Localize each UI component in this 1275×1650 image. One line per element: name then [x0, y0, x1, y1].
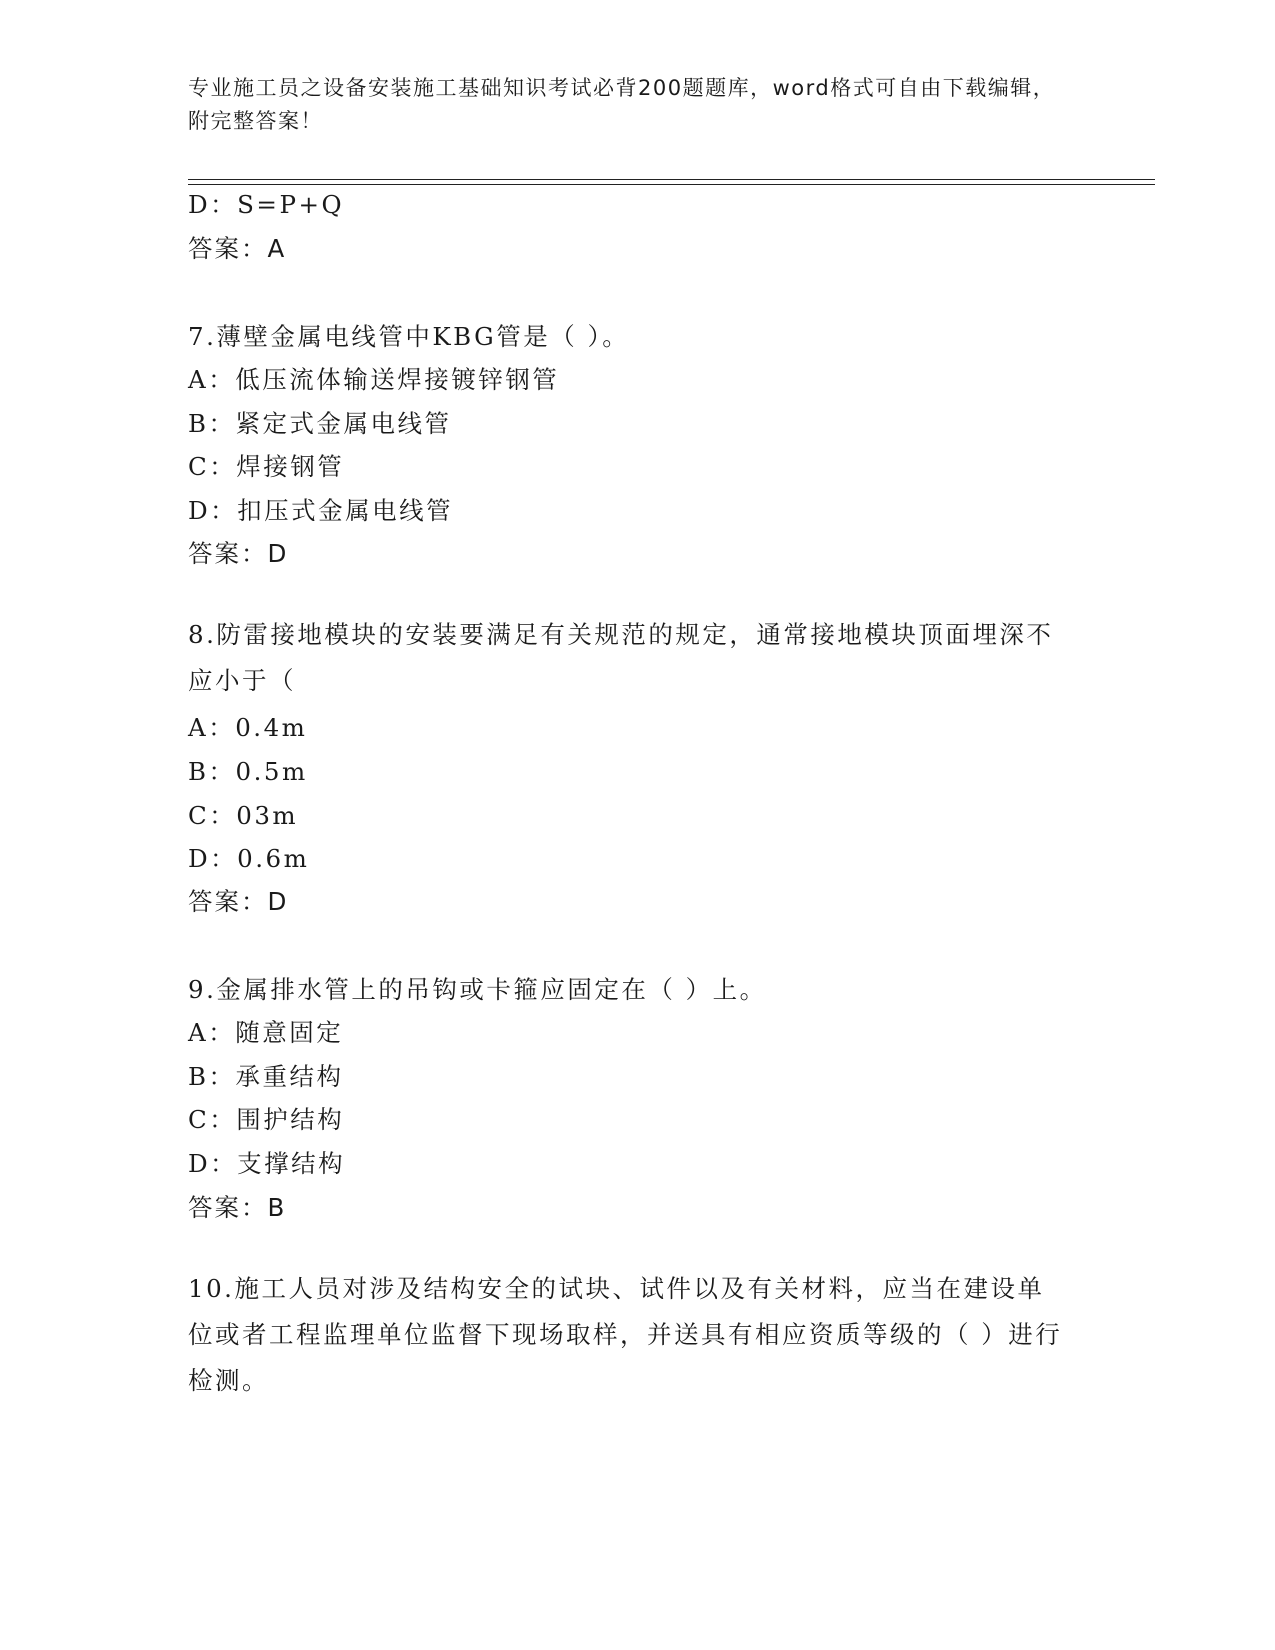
q7-answer: 答案：D: [188, 539, 289, 568]
q9-option-c: C：围护结构: [188, 1105, 345, 1134]
q8-answer: 答案：D: [188, 887, 289, 916]
q8-option-d: D：0.6m: [188, 844, 310, 873]
document-header: 专业施工员之设备安装施工基础知识考试必背200题题库，word格式可自由下载编辑，附完整答案！: [188, 76, 1056, 133]
q9-option-b: B：承重结构: [188, 1062, 344, 1091]
q8-option-a: A：0.4m: [188, 713, 308, 742]
q9-option-d: D：支撑结构: [188, 1149, 346, 1178]
header-divider-top: [188, 179, 1155, 180]
q7-option-c: C：焊接钢管: [188, 452, 345, 481]
q9-option-a: A：随意固定: [188, 1018, 344, 1047]
q9-stem: 9.金属排水管上的吊钩或卡箍应固定在（ ）上。: [188, 975, 767, 1004]
prev-answer: 答案：A: [188, 234, 287, 263]
q7-option-a: A：低压流体输送焊接镀锌钢管: [188, 365, 560, 394]
q7-option-d: D：扣压式金属电线管: [188, 496, 454, 525]
q8-stem: 8.防雷接地模块的安装要满足有关规范的规定，通常接地模块顶面埋深不应小于（: [188, 620, 1054, 695]
q8-option-b: B：0.5m: [188, 757, 308, 786]
prev-option-d: D：S=P+Q: [188, 190, 345, 219]
q10-stem: 10.施工人员对涉及结构安全的试块、试件以及有关材料，应当在建设单位或者工程监理单位监督下现场取样，并送具有相应资质等级的（ ）进行检测。: [188, 1274, 1063, 1395]
q9-answer: 答案：B: [188, 1193, 287, 1222]
q8-option-c: C：03m: [188, 801, 299, 830]
q7-option-b: B：紧定式金属电线管: [188, 409, 452, 438]
q7-stem: 7.薄壁金属电线管中KBG管是（ ）。: [188, 322, 630, 351]
header-divider-bottom: [188, 184, 1155, 185]
